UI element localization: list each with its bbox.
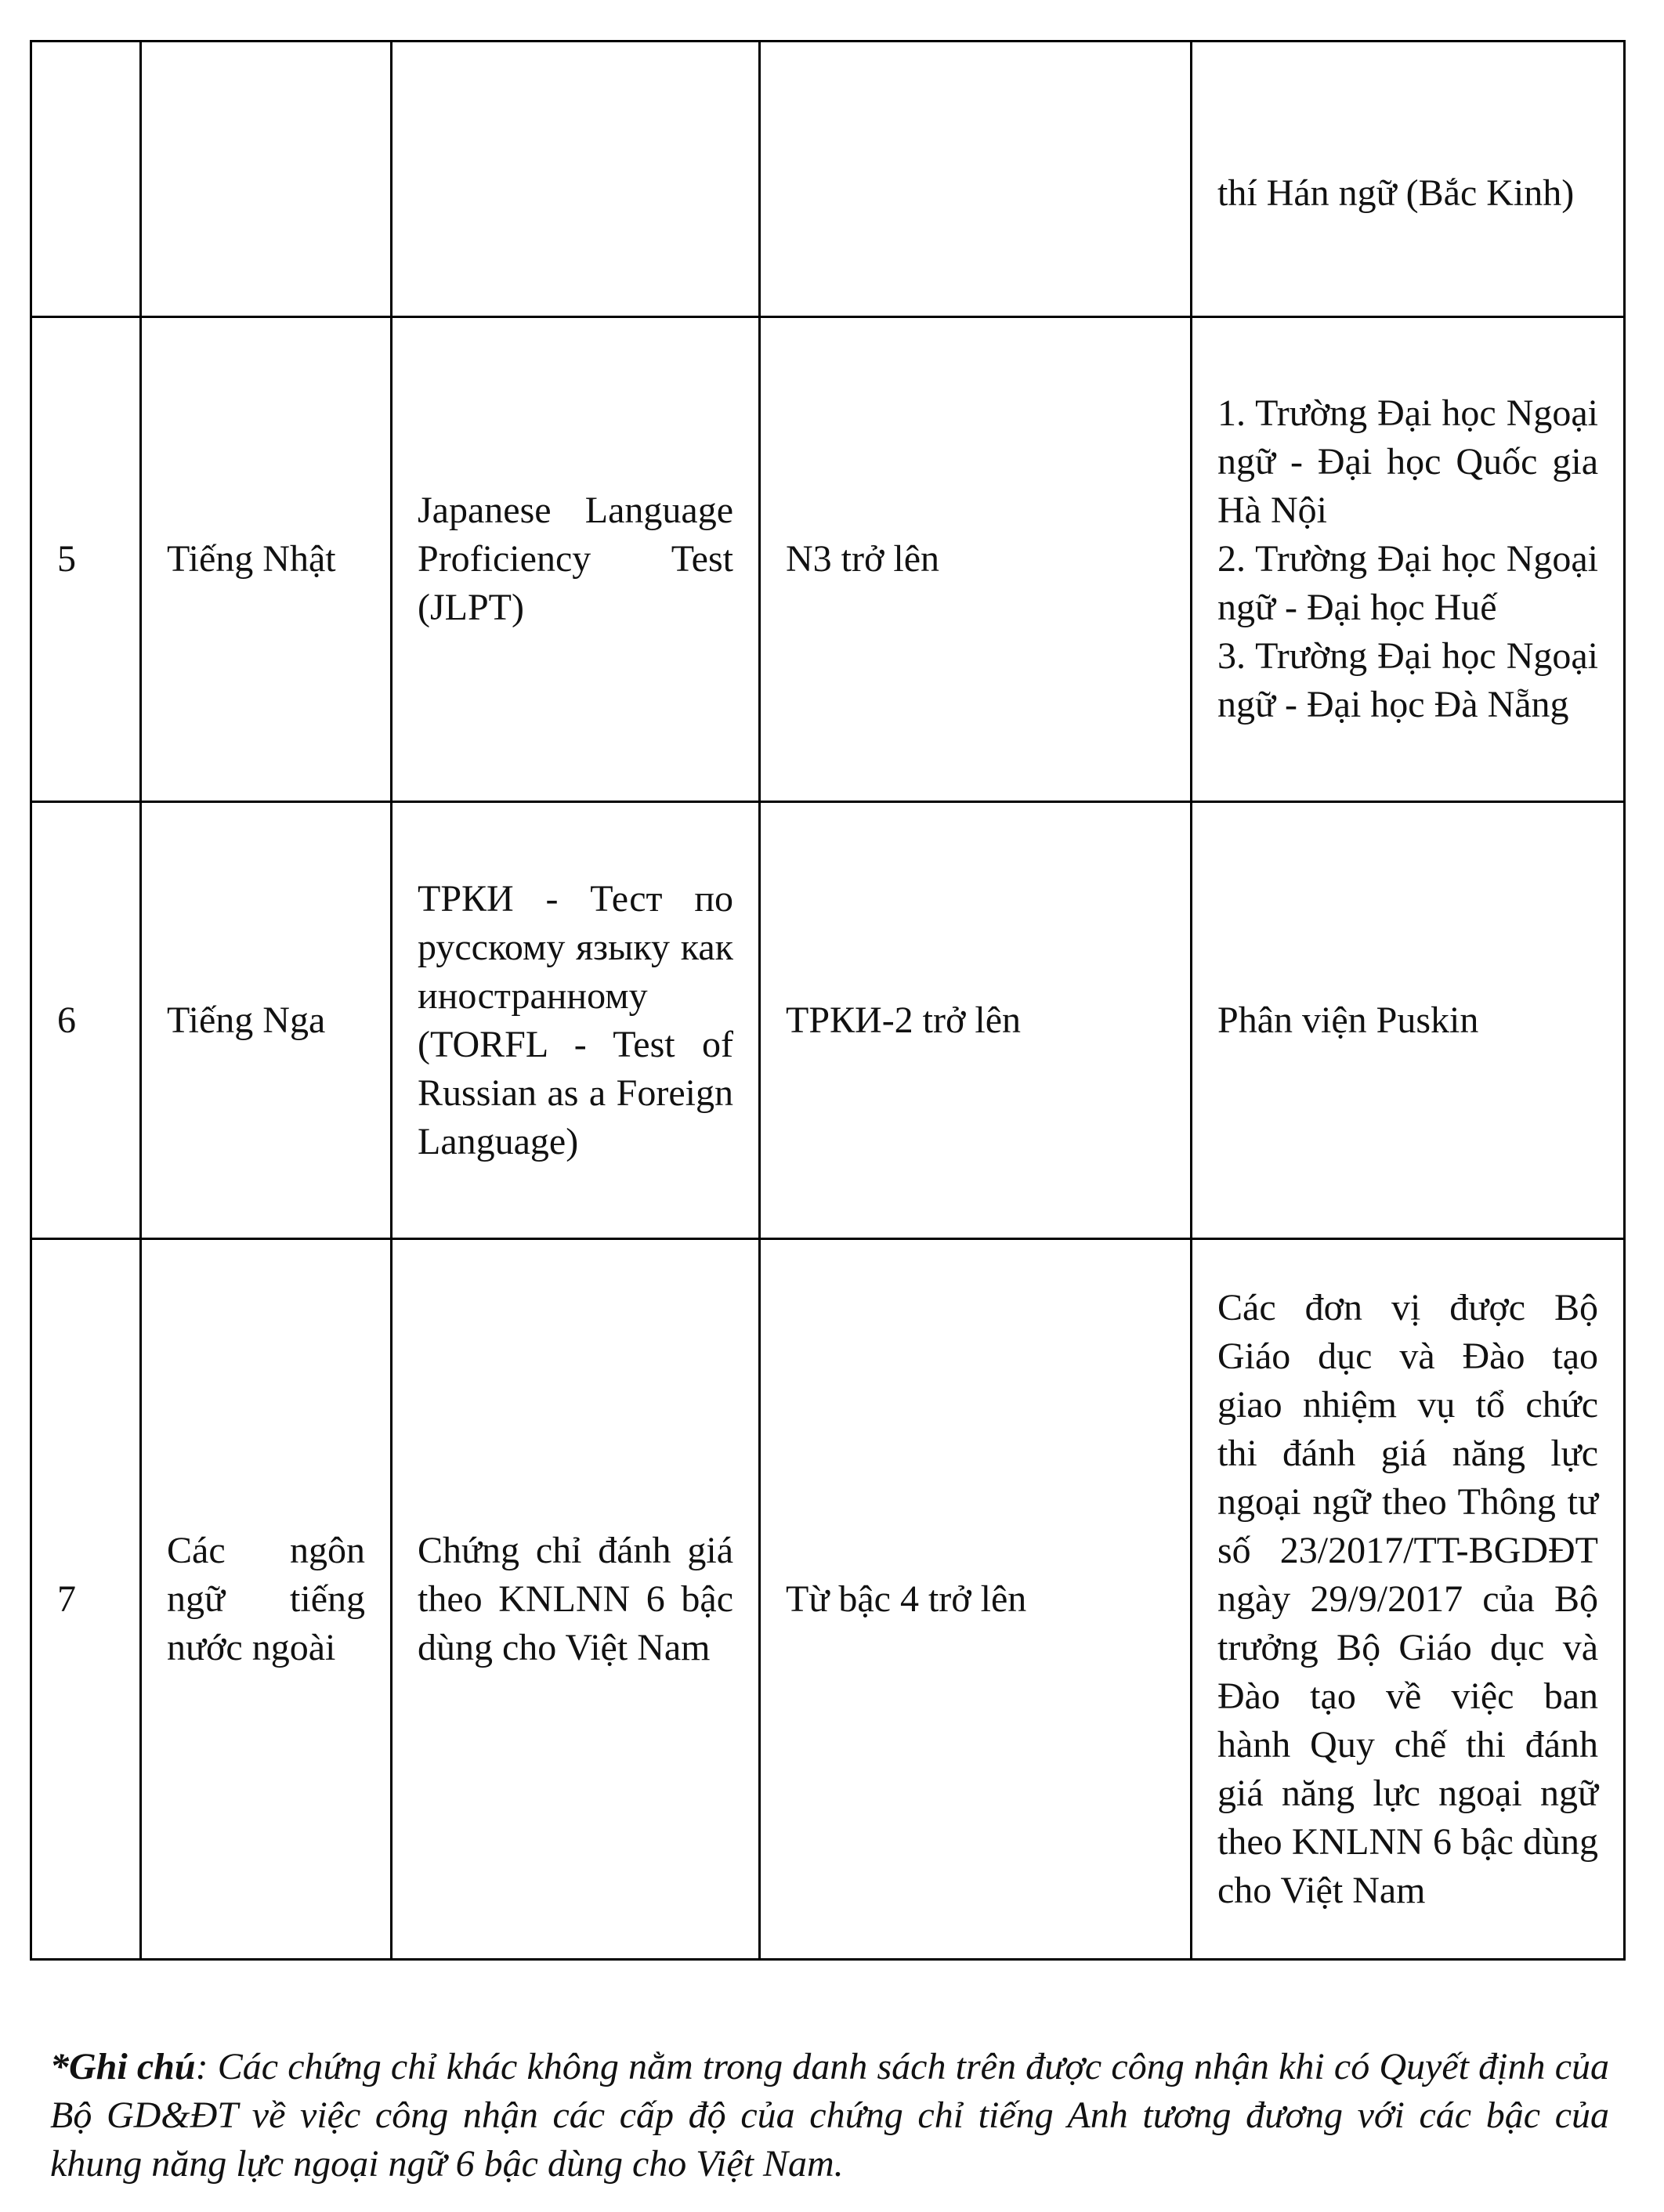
cell-no: 7 — [31, 1239, 141, 1960]
footnote-label: *Ghi chú — [50, 2046, 196, 2087]
cell-no: 6 — [31, 802, 141, 1239]
cell-certificate: Japanese Language Proficiency Test (JLPT) — [392, 317, 760, 802]
cell-language: Các ngôn ngữ tiếng nước ngoài — [141, 1239, 392, 1960]
cell-certificate — [392, 42, 760, 317]
footnote — [50, 2043, 1609, 2189]
cell-level: Từ bậc 4 trở lên — [760, 1239, 1192, 1960]
organization-item: 1. Trường Đại học Ngoại ngữ - Đại học Quốc gia Hà Nội — [1217, 392, 1598, 531]
cell-organization — [1192, 317, 1625, 802]
cell-certificate: Chứng chỉ đánh giá theo KNLNN 6 bậc dùng cho Việt Nam — [392, 1239, 760, 1960]
footnote-text: : Các chứng chỉ khác không nằm trong danh sách trên được công nhận khi có Quyết định của Bộ GD&ĐT về việc công nhận các cấp độ của chứng chỉ tiếng Anh tương đương với các bậc của khung năng lực ngoại ngữ 6 bậc dùng cho Việt Nam. — [50, 2046, 1609, 2185]
cell-language: Tiếng Nga — [141, 802, 392, 1239]
table-row — [31, 1239, 1625, 1960]
cell-level: ТРКИ-2 trở lên — [760, 802, 1192, 1239]
cell-no — [31, 42, 141, 317]
cell-organization: Phân viện Puskin — [1192, 802, 1625, 1239]
table-row — [31, 317, 1625, 802]
cell-organization: thí Hán ngữ (Bắc Kinh) — [1192, 42, 1625, 317]
cell-organization: Các đơn vị được Bộ Giáo dục và Đào tạo giao nhiệm vụ tổ chức thi đánh giá năng lực ngoại ngữ theo Thông tư số 23/2017/TT-BGDĐT ngày 29/9/2017 của Bộ trưởng Bộ Giáo dục và Đào tạo về việc ban hành Quy chế thi đánh giá năng lực ngoại ngữ theo KNLNN 6 bậc dùng cho Việt Nam — [1192, 1239, 1625, 1960]
cell-level: N3 trở lên — [760, 317, 1192, 802]
cell-certificate: ТРКИ - Тест по русскому языку как иностранному (TORFL - Test of Russian as a Foreign Language) — [392, 802, 760, 1239]
cell-level — [760, 42, 1192, 317]
table-row — [31, 802, 1625, 1239]
organization-item: 3. Trường Đại học Ngoại ngữ - Đại học Đà Nẵng — [1217, 635, 1598, 725]
cell-no: 5 — [31, 317, 141, 802]
cell-language — [141, 42, 392, 317]
certificate-table — [30, 40, 1626, 1961]
table-row — [31, 42, 1625, 317]
organization-item: 2. Trường Đại học Ngoại ngữ - Đại học Huế — [1217, 538, 1598, 628]
cell-language: Tiếng Nhật — [141, 317, 392, 802]
